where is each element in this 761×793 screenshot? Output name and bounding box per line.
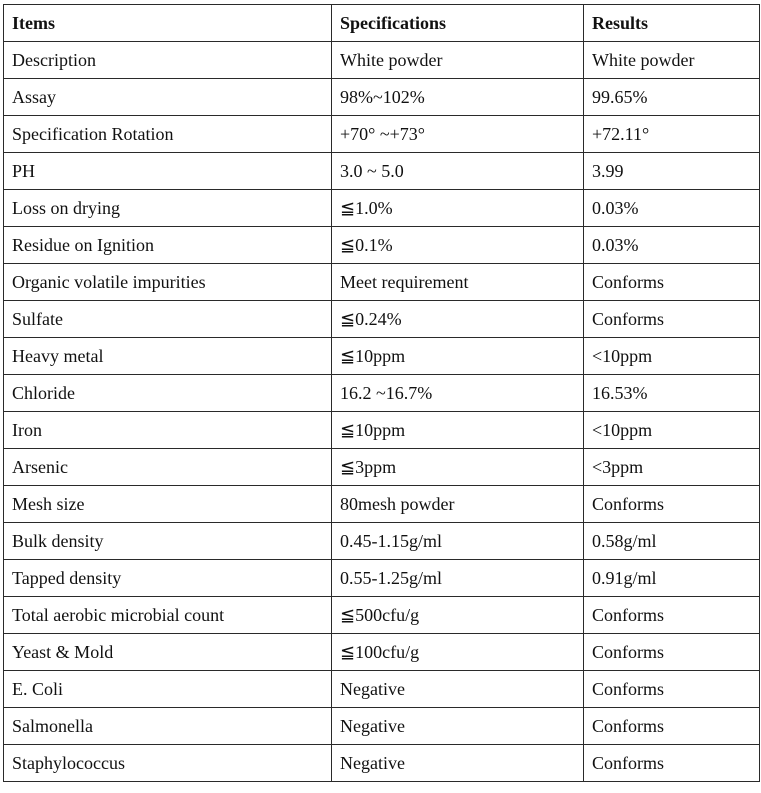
result-cell: 0.03%: [584, 190, 760, 227]
table-row: [4, 634, 760, 671]
item-cell: Iron: [4, 412, 332, 449]
item-cell: Chloride: [4, 375, 332, 412]
item-cell: E. Coli: [4, 671, 332, 708]
specification-cell: ≦0.24%: [332, 301, 584, 338]
result-cell: +72.11°: [584, 116, 760, 153]
result-cell: Conforms: [584, 486, 760, 523]
table-row: [4, 264, 760, 301]
item-cell: Sulfate: [4, 301, 332, 338]
table-row: [4, 560, 760, 597]
table-row: [4, 190, 760, 227]
result-cell: 0.91g/ml: [584, 560, 760, 597]
result-cell: White powder: [584, 42, 760, 79]
result-cell: Conforms: [584, 671, 760, 708]
header-specifications: Specifications: [332, 5, 584, 42]
table-row: [4, 745, 760, 782]
result-cell: Conforms: [584, 301, 760, 338]
specification-cell: ≦0.1%: [332, 227, 584, 264]
item-cell: Heavy metal: [4, 338, 332, 375]
header-results: Results: [584, 5, 760, 42]
result-cell: <3ppm: [584, 449, 760, 486]
specification-cell: +70° ~+73°: [332, 116, 584, 153]
result-cell: Conforms: [584, 634, 760, 671]
table-row: [4, 523, 760, 560]
table-row: [4, 79, 760, 116]
item-cell: Mesh size: [4, 486, 332, 523]
specification-cell: 80mesh powder: [332, 486, 584, 523]
item-cell: Yeast & Mold: [4, 634, 332, 671]
result-cell: Conforms: [584, 597, 760, 634]
table-row: [4, 708, 760, 745]
specification-cell: 0.55-1.25g/ml: [332, 560, 584, 597]
item-cell: PH: [4, 153, 332, 190]
item-cell: Tapped density: [4, 560, 332, 597]
specification-cell: Meet requirement: [332, 264, 584, 301]
item-cell: Residue on Ignition: [4, 227, 332, 264]
table-row: [4, 42, 760, 79]
specification-cell: 98%~102%: [332, 79, 584, 116]
item-cell: Bulk density: [4, 523, 332, 560]
table-row: [4, 486, 760, 523]
specification-cell: ≦10ppm: [332, 338, 584, 375]
item-cell: Salmonella: [4, 708, 332, 745]
result-cell: 3.99: [584, 153, 760, 190]
item-cell: Arsenic: [4, 449, 332, 486]
table-row: [4, 227, 760, 264]
specification-table: [3, 4, 760, 782]
table-row: [4, 116, 760, 153]
result-cell: Conforms: [584, 264, 760, 301]
table-row: [4, 375, 760, 412]
item-cell: Specification Rotation: [4, 116, 332, 153]
result-cell: Conforms: [584, 708, 760, 745]
item-cell: Description: [4, 42, 332, 79]
table-row: [4, 671, 760, 708]
result-cell: 99.65%: [584, 79, 760, 116]
specification-cell: 16.2 ~16.7%: [332, 375, 584, 412]
specification-cell: ≦10ppm: [332, 412, 584, 449]
table-header-row: [4, 5, 760, 42]
item-cell: Staphylococcus: [4, 745, 332, 782]
table-row: [4, 412, 760, 449]
table-row: [4, 597, 760, 634]
specification-cell: White powder: [332, 42, 584, 79]
result-cell: <10ppm: [584, 412, 760, 449]
specification-cell: ≦500cfu/g: [332, 597, 584, 634]
item-cell: Total aerobic microbial count: [4, 597, 332, 634]
table-row: [4, 338, 760, 375]
specification-cell: 0.45-1.15g/ml: [332, 523, 584, 560]
table-row: [4, 449, 760, 486]
item-cell: Organic volatile impurities: [4, 264, 332, 301]
specification-cell: Negative: [332, 708, 584, 745]
table-row: [4, 301, 760, 338]
item-cell: Assay: [4, 79, 332, 116]
specification-cell: ≦1.0%: [332, 190, 584, 227]
specification-cell: Negative: [332, 671, 584, 708]
result-cell: 0.58g/ml: [584, 523, 760, 560]
header-items: Items: [4, 5, 332, 42]
specification-cell: Negative: [332, 745, 584, 782]
specification-cell: 3.0 ~ 5.0: [332, 153, 584, 190]
result-cell: <10ppm: [584, 338, 760, 375]
result-cell: 16.53%: [584, 375, 760, 412]
result-cell: 0.03%: [584, 227, 760, 264]
result-cell: Conforms: [584, 745, 760, 782]
item-cell: Loss on drying: [4, 190, 332, 227]
specification-cell: ≦100cfu/g: [332, 634, 584, 671]
table-row: [4, 153, 760, 190]
specification-cell: ≦3ppm: [332, 449, 584, 486]
